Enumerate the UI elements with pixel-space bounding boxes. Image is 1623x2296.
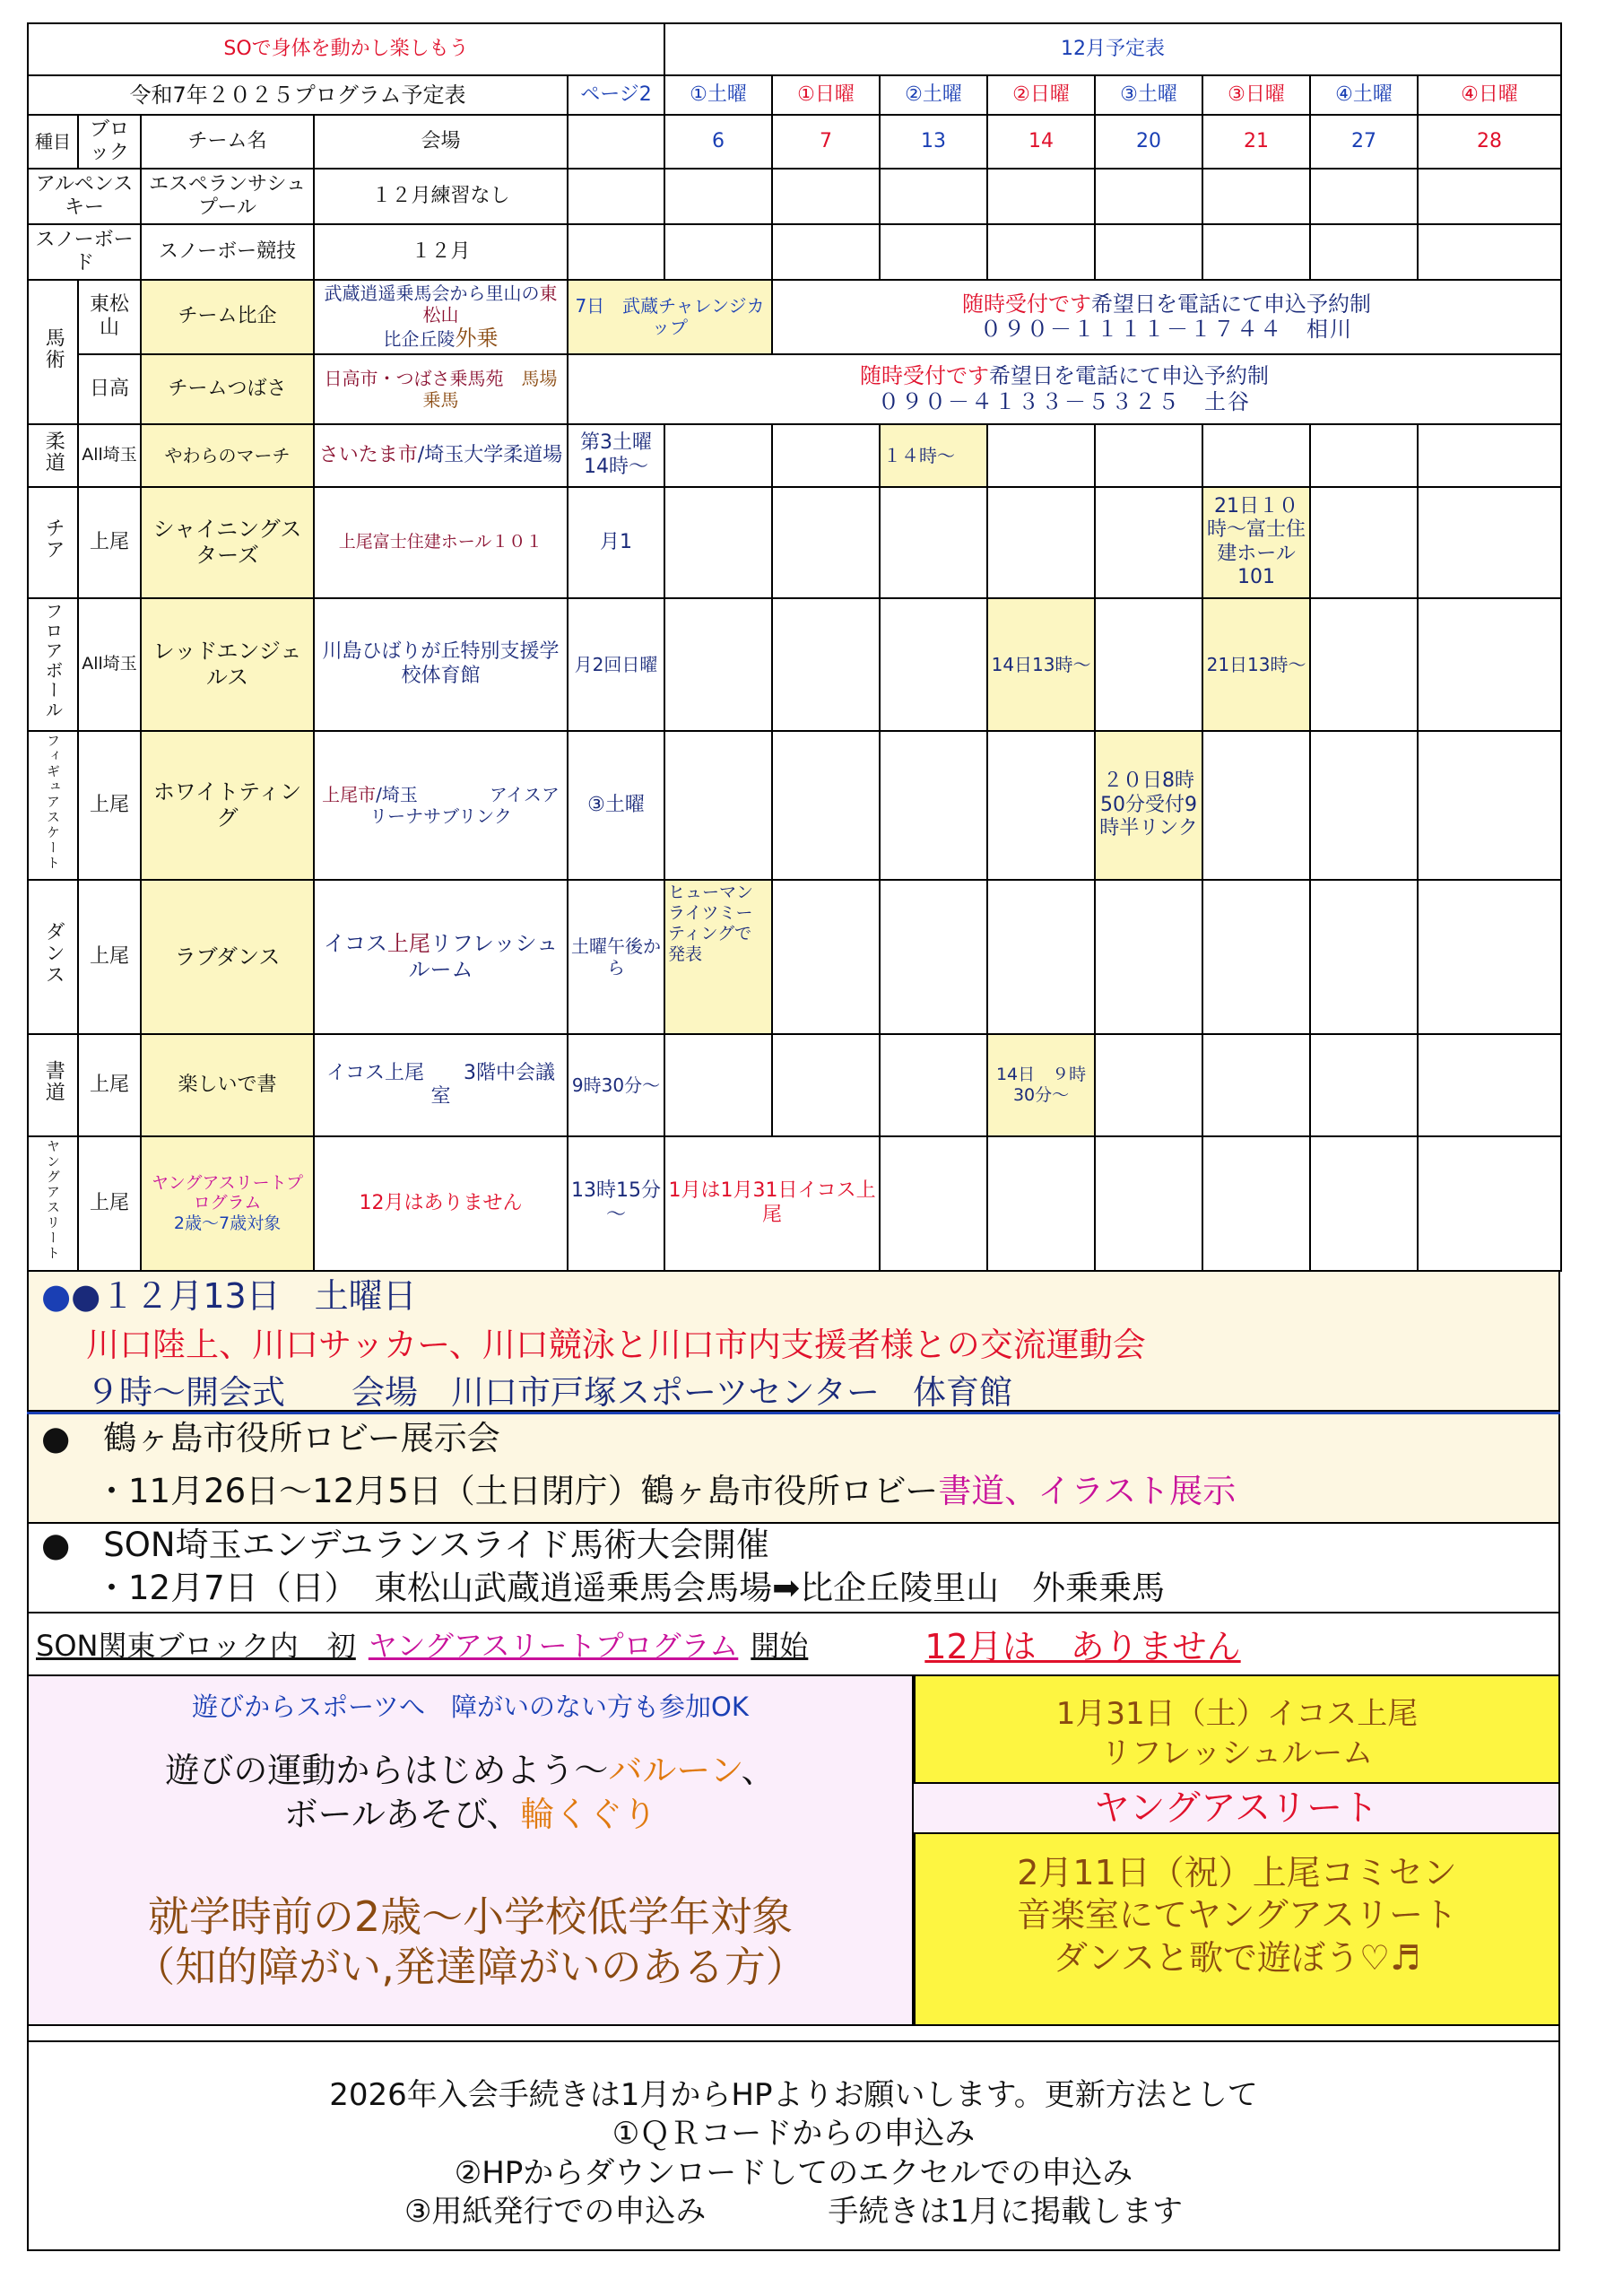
sport-name: ダンス <box>42 921 65 987</box>
footer-line: ①ＱＲコードからの申込み <box>612 2116 976 2152</box>
notice-heading: ● 鶴ヶ島市役所ロビー展示会 <box>41 1418 500 1457</box>
frequency: 月1 <box>568 487 664 598</box>
notice-endurance <box>27 1524 1560 1613</box>
notice-text: 川口陸上、川口サッカー、川口競泳と川口市内支援者様との交流運動会 <box>86 1325 1146 1364</box>
weekday-8: ④日曜 <box>1418 75 1561 115</box>
block-name: 東松山 <box>78 280 141 354</box>
team-name: 楽しいで書 <box>141 1034 314 1136</box>
venue: １２月 <box>314 224 568 280</box>
col-venue-header: 会場 <box>314 115 568 169</box>
page-label: ページ2 <box>568 75 664 115</box>
row-alpine <box>28 169 1561 224</box>
sport-name: アルペンスキー <box>28 169 141 224</box>
event-cell: 7日 武蔵チャレンジカップ <box>568 280 772 354</box>
cell-6: ヒューマンライツミーティングで発表 <box>664 880 772 1034</box>
date-20: 20 <box>1095 115 1202 169</box>
notice-text: ９時～開会式 会場 川口市戸塚スポーツセンター 体育館 <box>86 1373 1013 1413</box>
venue: 日高市・つばさ乗馬苑 馬場乗馬 <box>314 354 568 424</box>
footer-line: 2026年入会手続きは1月からHPよりお願いします。更新方法として <box>329 2076 1258 2113</box>
young-program-dates <box>914 1676 1558 2024</box>
membership-footer <box>27 2040 1560 2251</box>
team-name: スノーボー競技 <box>141 224 314 280</box>
cell-21: 21日１０時～富士住建ホール101 <box>1202 487 1310 598</box>
date-27: 27 <box>1310 115 1418 169</box>
team-name: ホワイトティング <box>141 731 314 880</box>
cell-21: 21日13時～ <box>1202 598 1310 731</box>
block-name: 日高 <box>78 354 141 424</box>
row-figure-skating <box>28 731 1561 880</box>
team-name: シャイニングスターズ <box>141 487 314 598</box>
notice-heading: ●●１２月13日 土曜日 <box>41 1275 417 1316</box>
frequency: ③土曜 <box>568 731 664 880</box>
row-judo <box>28 424 1561 487</box>
row-calligraphy <box>28 1034 1561 1136</box>
weekday-2: ①日曜 <box>772 75 880 115</box>
young-play: 遊びの運動からはじめよう～バルーン、 ボールあそび、輪くぐり <box>165 1750 776 1834</box>
weekday-3: ②土曜 <box>880 75 987 115</box>
team-name: チームつばさ <box>141 354 314 424</box>
sport-name: フィギュアスケート <box>45 733 61 871</box>
sport-name: ヤングアスリート <box>45 1139 61 1262</box>
young-program-info <box>29 1676 914 2024</box>
team-name: チーム比企 <box>141 280 314 354</box>
program-label: 令和7年２０２５プログラム予定表 <box>28 75 568 115</box>
venue: 12月はありません <box>314 1136 568 1270</box>
young-date-jan: 1月31日（土）イコス上尾 リフレッシュルーム <box>914 1676 1558 1784</box>
team-name: エスペランサシュプール <box>141 169 314 224</box>
notice-kawaguchi <box>27 1272 1560 1412</box>
team-name: ヤングアスリートプログラム 2歳～7歳対象 <box>141 1136 314 1270</box>
cell-13: １４時～ <box>880 424 987 487</box>
young-program-section <box>27 1676 1560 2026</box>
notice-tsurugashima <box>27 1414 1560 1524</box>
row-floorball <box>28 598 1561 731</box>
frequency: 第3土曜14時～ <box>568 424 664 487</box>
venue: イコス上尾リフレッシュルーム <box>314 880 568 1034</box>
team-name: やわらのマーチ <box>141 424 314 487</box>
weekday-5: ③土曜 <box>1095 75 1202 115</box>
sport-name: 馬術 <box>42 326 65 370</box>
notice-heading: ● SON埼玉エンデユランスライド馬術大会開催 <box>41 1525 769 1564</box>
note-cell: 随時受付です希望日を電話にて申込予約制 ０９０－１１１１－１７４４ 相川 <box>772 280 1561 354</box>
notice-text: ・11月26日～12月5日（土日閉庁）鶴ヶ島市役所ロビー書道、イラスト展示 <box>95 1472 1237 1511</box>
frequency: 9時30分～ <box>568 1034 664 1136</box>
cell-14: 14日 ９時30分～ <box>987 1034 1095 1136</box>
venue: １２月練習なし <box>314 169 568 224</box>
block-name: 上尾 <box>78 1136 141 1270</box>
weekday-1: ①土曜 <box>664 75 772 115</box>
footer-line: ②HPからダウンロードしてのエクセルでの申込み <box>454 2154 1133 2191</box>
young-sub: 遊びからスポーツへ 障がいのない方も参加OK <box>192 1691 749 1722</box>
block-name: 上尾 <box>78 880 141 1034</box>
cell-6-7: 1月は1月31日イコス上尾 <box>664 1136 880 1270</box>
row-equestrian-1 <box>28 280 1561 354</box>
col-block-header: ブロック <box>78 115 141 169</box>
frequency: 13時15分～ <box>568 1136 664 1270</box>
page-title: SOで身体を動かし楽しもう <box>28 23 664 75</box>
col-team-header: チーム名 <box>141 115 314 169</box>
date-28: 28 <box>1418 115 1561 169</box>
schedule-table <box>27 22 1562 1272</box>
sport-name: フロアボール <box>42 602 64 721</box>
young-target: 就学時前の2歳～小学校低学年対象 （知的障がい,発達障がいのある方） <box>134 1892 807 1991</box>
venue: 武蔵逍遥乗馬会から里山の東松山 比企丘陵外乗 <box>314 280 568 354</box>
date-6: 6 <box>664 115 772 169</box>
month-title: 12月予定表 <box>664 23 1561 75</box>
footer-line: ③用紙発行での申込み 手続きは1月に掲載します <box>404 2194 1184 2231</box>
venue: 上尾富士住建ホール１０１ <box>314 487 568 598</box>
venue: 上尾市/埼玉 アイスアリーナサブリンク <box>314 731 568 880</box>
cell-20: ２０日8時50分受付9時半リンク <box>1095 731 1202 880</box>
weekday-7: ④土曜 <box>1310 75 1418 115</box>
sport-name: 書道 <box>42 1060 65 1104</box>
young-program-header: SON関東ブロック内 初 ヤングアスリートプログラム 開始 12月は ありません <box>27 1613 1560 1676</box>
weekday-4: ②日曜 <box>987 75 1095 115</box>
weekday-6: ③日曜 <box>1202 75 1310 115</box>
block-name: All埼玉 <box>78 424 141 487</box>
row-dance <box>28 880 1561 1034</box>
young-date-feb: 2月11日（祝）上尾コミセン 音楽室にてヤングアスリート ダンスと歌で遊ぼう♡♬ <box>914 1832 1558 2024</box>
frequency: 月2回日曜 <box>568 598 664 731</box>
col-sport-header: 種目 <box>28 115 78 169</box>
block-name: 上尾 <box>78 731 141 880</box>
sport-name: 柔道 <box>42 430 65 474</box>
venue: イコス上尾 3階中会議室 <box>314 1034 568 1136</box>
date-7: 7 <box>772 115 880 169</box>
cell-14: 14日13時～ <box>987 598 1095 731</box>
block-name: All埼玉 <box>78 598 141 731</box>
block-name: 上尾 <box>78 487 141 598</box>
young-athlete-label: ヤングアスリート <box>1093 1787 1379 1829</box>
col-freq-header <box>568 115 664 169</box>
note-cell: 随時受付です希望日を電話にて申込予約制 ０９０－４１３３－５３２５ 土谷 <box>568 354 1561 424</box>
block-name: 上尾 <box>78 1034 141 1136</box>
venue: さいたま市/埼玉大学柔道場 <box>314 424 568 487</box>
schedule-page <box>27 22 1560 2251</box>
team-name: レッドエンジェルス <box>141 598 314 731</box>
row-snowboard <box>28 224 1561 280</box>
row-young-athlete <box>28 1136 1561 1270</box>
row-cheer <box>28 487 1561 598</box>
sport-name: チア <box>42 517 65 561</box>
date-21: 21 <box>1202 115 1310 169</box>
date-14: 14 <box>987 115 1095 169</box>
row-equestrian-2 <box>28 354 1561 424</box>
frequency: 土曜午後から <box>568 880 664 1034</box>
notice-text: ・12月7日（日） 東松山武蔵逍遥乗馬会馬場➡比企丘陵里山 外乗乗馬 <box>95 1568 1166 1607</box>
date-13: 13 <box>880 115 987 169</box>
team-name: ラブダンス <box>141 880 314 1034</box>
sport-name: スノーボード <box>28 224 141 280</box>
venue: 川島ひばりが丘特別支援学校体育館 <box>314 598 568 731</box>
